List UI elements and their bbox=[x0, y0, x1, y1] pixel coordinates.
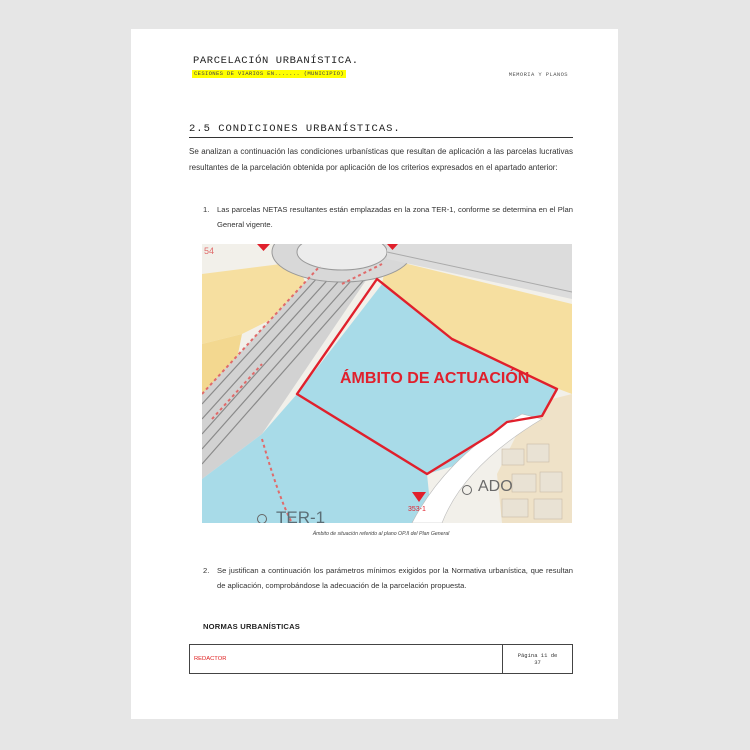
page-footer bbox=[189, 644, 573, 674]
footer-redactor: REDACTOR bbox=[194, 656, 227, 662]
page-number-total: 37 bbox=[534, 659, 541, 666]
section-heading: 2.5 CONDICIONES URBANÍSTICAS. bbox=[189, 123, 573, 138]
zone-label-ter1: TER-1 bbox=[276, 508, 326, 523]
list-item bbox=[203, 564, 573, 593]
document-subtitle-highlight: CESIONES DE VIARIOS EN....... (MUNICIPIO) bbox=[194, 70, 344, 77]
document-section-label: MEMORIA Y PLANOS bbox=[508, 71, 568, 78]
page-number-label: Página 11 de bbox=[517, 652, 558, 659]
map-marker-label: 353-1 bbox=[408, 506, 426, 513]
zone-label-ado: ADO bbox=[478, 478, 513, 495]
list-text: Las parcelas NETAS resultantes están emplazadas en la zona TER-1, conforme se determina en el Plan General vigente. bbox=[217, 205, 573, 229]
map-corner-mark: 54 bbox=[204, 246, 215, 256]
document-page bbox=[131, 29, 618, 719]
page-number-box bbox=[502, 645, 572, 673]
ambit-label: ÁMBITO DE ACTUACIÓN bbox=[340, 370, 530, 387]
list-number: 2. bbox=[203, 566, 210, 575]
list-item bbox=[203, 203, 573, 232]
document-title: PARCELACIÓN URBANÍSTICA. bbox=[193, 55, 359, 67]
map-caption: Ámbito de situación referido al plano OP.II del Plan General bbox=[312, 531, 450, 537]
intro-paragraph: Se analizan a continuación las condiciones urbanísticas que resultan de aplicación a las parcelas lucrativas resultantes de la parcelación obtenida por aplicación de los criterios expresados en el apartado anterior: bbox=[189, 147, 573, 172]
zoning-map bbox=[202, 244, 572, 523]
list-text: Se justifican a continuación los parámetros mínimos exigidos por la Normativa urbanística, que resultan de aplicación, comprobándose la adecuación de la parcelación propuesta. bbox=[217, 566, 573, 590]
list-number: 1. bbox=[203, 205, 210, 214]
norms-heading: NORMAS URBANÍSTICAS bbox=[203, 622, 301, 631]
